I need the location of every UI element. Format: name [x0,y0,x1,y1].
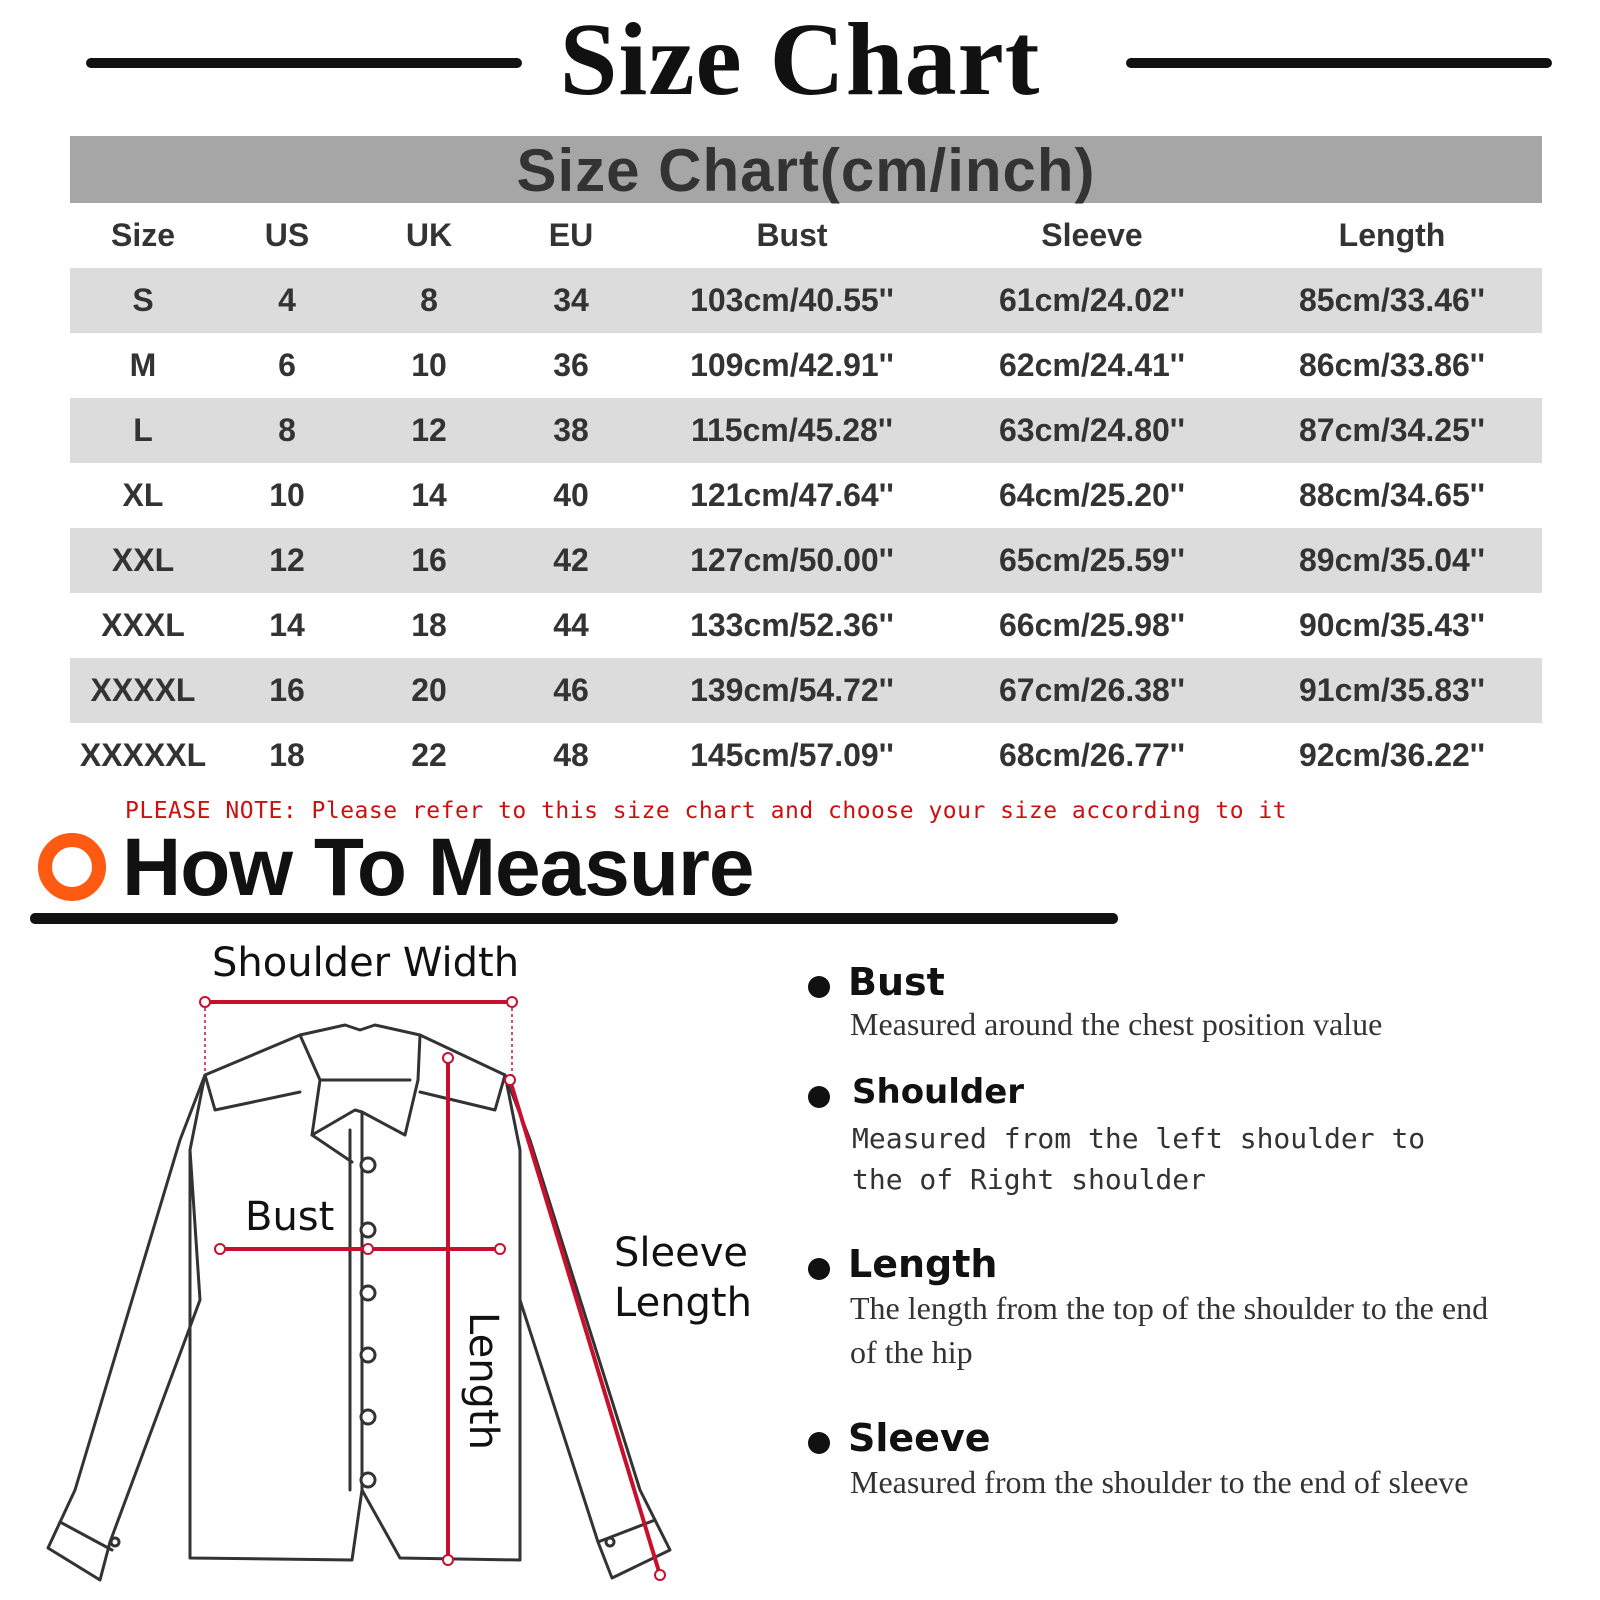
table-cell: 18 [411,607,447,643]
table-row [70,463,1542,528]
table-cell: 46 [553,672,589,708]
table-cell: 89cm/35.04'' [1298,542,1486,578]
table-cell: 42 [553,542,589,578]
size-table-banner-text: Size Chart(cm/inch) [516,137,1096,204]
table-cell: 6 [278,347,296,383]
table-cell: 20 [411,672,447,708]
table-cell: XL [122,477,164,513]
definition-term: Length [848,1242,998,1286]
table-cell: XXL [111,542,175,578]
column-header: US [264,217,310,253]
definition-desc: Measured from the left shoulder to the of Right shoulder [852,1122,1426,1196]
table-cell: 92cm/36.22'' [1298,737,1486,773]
definition-term: Shoulder [852,1072,1025,1112]
table-cell: 12 [269,542,305,578]
table-cell: 85cm/33.46'' [1298,282,1486,318]
table-cell: 16 [269,672,305,708]
table-cell: 34 [553,282,589,318]
definition-desc: Measured around the chest position value [850,1006,1383,1042]
column-header: Size [110,217,176,253]
table-cell: 44 [553,607,589,643]
how-to-measure-rule [30,913,1118,924]
table-cell: 14 [269,607,305,643]
page-title: Size Chart [559,2,1041,117]
column-header: UK [405,217,453,253]
ring-icon [38,833,106,901]
table-cell: 62cm/24.41'' [998,347,1186,383]
table-cell: 65cm/25.59'' [998,542,1186,578]
table-cell: 121cm/47.64'' [690,477,894,513]
size-table-header-row [70,203,1542,268]
title-rule-right [1126,58,1552,68]
table-cell: 63cm/24.80'' [998,412,1186,448]
table-row [70,398,1542,463]
table-cell: 86cm/33.86'' [1298,347,1486,383]
table-cell: 48 [553,737,589,773]
sleeve-length-label-line1: Sleeve [614,1230,749,1276]
table-cell: 68cm/26.77'' [998,737,1186,773]
table-cell: 8 [278,412,296,448]
table-row [70,268,1542,333]
table-cell: 139cm/54.72'' [690,672,894,708]
sleeve-length-label-line2: Length [614,1280,752,1326]
size-table-banner [70,136,1542,203]
definition-desc: The length from the top of the shoulder to the end of the hip [850,1290,1489,1370]
table-cell: 87cm/34.25'' [1298,412,1486,448]
table-cell: 40 [553,477,589,513]
definition-term: Sleeve [848,1416,991,1460]
table-cell: 133cm/52.36'' [690,607,894,643]
table-row [70,528,1542,593]
size-note: PLEASE NOTE: Please refer to this size chart and choose your size according to it [125,798,1288,824]
bullet-icon [808,1432,830,1454]
table-cell: 22 [411,737,447,773]
bust-label: Bust [245,1194,335,1240]
table-cell: 145cm/57.09'' [690,737,894,773]
table-cell: 66cm/25.98'' [998,607,1186,643]
table-cell: 18 [269,737,305,773]
table-cell: XXXXL [90,672,196,708]
table-cell: S [132,282,154,318]
table-cell: XXXL [101,607,185,643]
table-cell: 38 [553,412,589,448]
table-cell: 4 [278,282,296,318]
table-cell: 8 [420,282,438,318]
definition-term: Bust [848,960,945,1004]
column-header: Length [1338,217,1446,253]
table-cell: 103cm/40.55'' [690,282,894,318]
table-cell: 90cm/35.43'' [1298,607,1486,643]
table-cell: XXXXXL [79,737,207,773]
size-table [70,203,1542,788]
table-cell: 91cm/35.83'' [1298,672,1486,708]
shoulder-width-label: Shoulder Width [212,940,520,986]
table-row [70,723,1542,788]
table-row [70,593,1542,658]
column-header: EU [548,217,594,253]
table-row [70,658,1542,723]
table-cell: 61cm/24.02'' [998,282,1186,318]
table-cell: 10 [269,477,305,513]
definition-desc: Measured from the shoulder to the end of sleeve [850,1464,1469,1500]
column-header: Sleeve [1041,217,1143,253]
table-row [70,333,1542,398]
length-label: Length [460,1312,506,1450]
table-cell: 16 [411,542,447,578]
how-to-measure-title: How To Measure [122,822,754,913]
table-cell: M [129,347,157,383]
title-rule-left [86,58,522,68]
table-cell: 36 [553,347,589,383]
bullet-icon [808,976,830,998]
bullet-icon [808,1086,830,1108]
bullet-icon [808,1258,830,1280]
table-cell: 14 [411,477,447,513]
column-header: Bust [756,217,828,253]
table-cell: 109cm/42.91'' [690,347,894,383]
table-cell: 115cm/45.28'' [690,412,894,448]
table-cell: 88cm/34.65'' [1298,477,1486,513]
table-cell: L [133,412,153,448]
table-cell: 67cm/26.38'' [998,672,1186,708]
table-cell: 10 [411,347,447,383]
table-cell: 127cm/50.00'' [690,542,894,578]
table-cell: 64cm/25.20'' [998,477,1186,513]
table-cell: 12 [411,412,447,448]
